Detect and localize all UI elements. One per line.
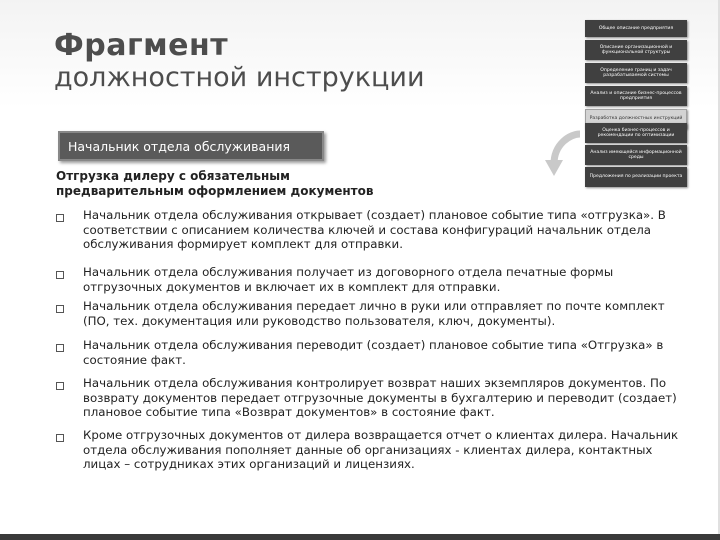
square-bullet-icon xyxy=(56,214,64,222)
role-banner-label: Начальник отдела обслуживания xyxy=(68,138,291,154)
process-step-label: Оценка бизнес-процессов и рекомендации по оптимизации xyxy=(597,127,675,138)
process-step xyxy=(585,167,687,187)
bullet-text: Начальник отдела обслуживания передает лично в руки или отправляет по почте комплект (ПО, тех. документация или руководство пользователя, ключ, документы). xyxy=(83,299,665,328)
square-bullet-icon xyxy=(56,344,64,352)
process-step xyxy=(585,40,687,60)
role-banner xyxy=(58,131,324,161)
process-step-label: Анализ и описание бизнес-процессов предприятия xyxy=(590,90,682,101)
square-bullet-icon xyxy=(56,271,64,279)
process-step-label: Описание организационной и функциональной структуры xyxy=(599,44,673,55)
process-step xyxy=(585,63,687,83)
slide-bottom-bar xyxy=(0,534,720,540)
square-bullet-icon xyxy=(56,305,64,313)
slide-title-line-2: должностной инструкции xyxy=(54,62,425,93)
slide-title-line-1: Фрагмент xyxy=(54,28,229,63)
curved-arrow-icon xyxy=(540,130,590,180)
process-step-label: Разработка должностных инструкций xyxy=(589,116,683,122)
bullet-text: Начальник отдела обслуживания контролирует возврат наших экземпляров документов. По возврату документов передает отгрузочные документы в бухгалтерию и переводит (создает) плановое событие типа «Возврат документов» в состояние факт. xyxy=(83,376,677,419)
bullet-text: Начальник отдела обслуживания получает из договорного отдела печатные формы отгрузочных документов и включает их в комплект для отправки. xyxy=(83,265,614,294)
process-step-label: Определение границ и задач разрабатываемой системы xyxy=(600,67,672,78)
bullet-text: Кроме отгрузочных документов от дилера возвращается отчет о клиентах дилера. Начальник отдела обслуживания пополняет данные об организациях - клиентах дилера, контактных лицах – сотрудниках этих организаций и лицензиях. xyxy=(83,428,679,471)
process-diagram xyxy=(585,20,687,188)
process-step xyxy=(585,145,687,165)
bullet-text: Начальник отдела обслуживания переводит (создает) плановое событие типа «Отгрузка» в состояние факт. xyxy=(83,338,664,367)
bullet-text: Начальник отдела обслуживания открывает (создает) плановое событие типа «отгрузка». В соответствии с описанием количества ключей и состава конфигураций начальник отдела обслуживания формирует комплект для отправки. xyxy=(83,208,666,251)
section-heading: Отгрузка дилеру с обязательным предварительным оформлением документов xyxy=(56,169,374,198)
process-step xyxy=(585,86,687,106)
process-step-label: Общее описание предприятия xyxy=(598,25,674,31)
process-step-label: Предложения по реализации проекта xyxy=(589,174,683,180)
process-step xyxy=(585,123,687,143)
process-step-label: Анализ имеющейся информационной среды xyxy=(590,149,682,160)
process-step xyxy=(585,20,687,37)
square-bullet-icon xyxy=(56,434,64,442)
square-bullet-icon xyxy=(56,382,64,390)
